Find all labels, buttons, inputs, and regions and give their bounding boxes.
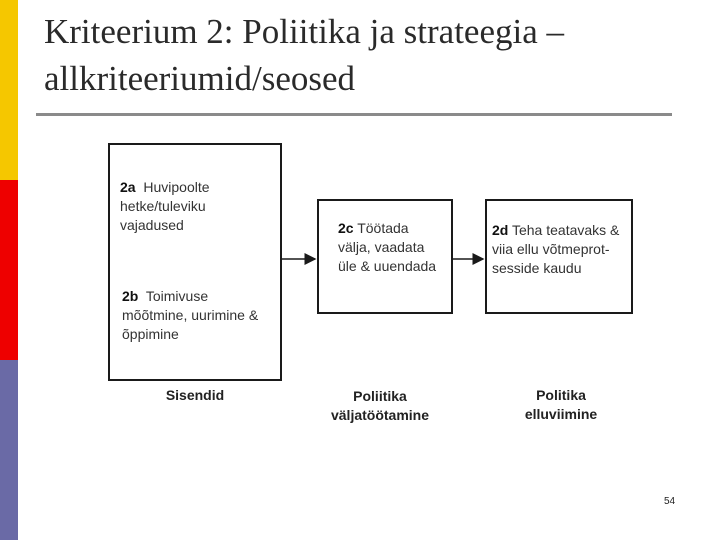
caption-develop: Poliitika väljatöötamine (330, 388, 430, 423)
title-line-1: Kriteerium 2: Poliitika ja strateegia – (44, 12, 564, 51)
page-number: 54 (664, 496, 676, 507)
implement-item-2d-code: 2d (492, 222, 509, 238)
implement-item-2d-text: Teha teatavaks & viia ellu võtmeprot-sesside kaudu (492, 222, 620, 276)
develop-item-2c-text: Töötada välja, vaadata üle & uuendada (338, 220, 437, 274)
input-item-2a-text: Huvipoolte hetke/tuleviku vajadused (120, 179, 210, 233)
title-line-2: allkriteeriumid/seosed (44, 59, 356, 98)
input-item-2a-code: 2a (120, 179, 136, 195)
develop-item-2c-code: 2c (338, 220, 354, 236)
input-item-2b-text: Toimivuse mõõtmine, uurimine & õppimine (122, 288, 259, 342)
caption-implement: Politika elluviimine (524, 387, 598, 422)
input-item-2b-code: 2b (122, 288, 139, 304)
caption-inputs: Sisendid (165, 387, 225, 403)
